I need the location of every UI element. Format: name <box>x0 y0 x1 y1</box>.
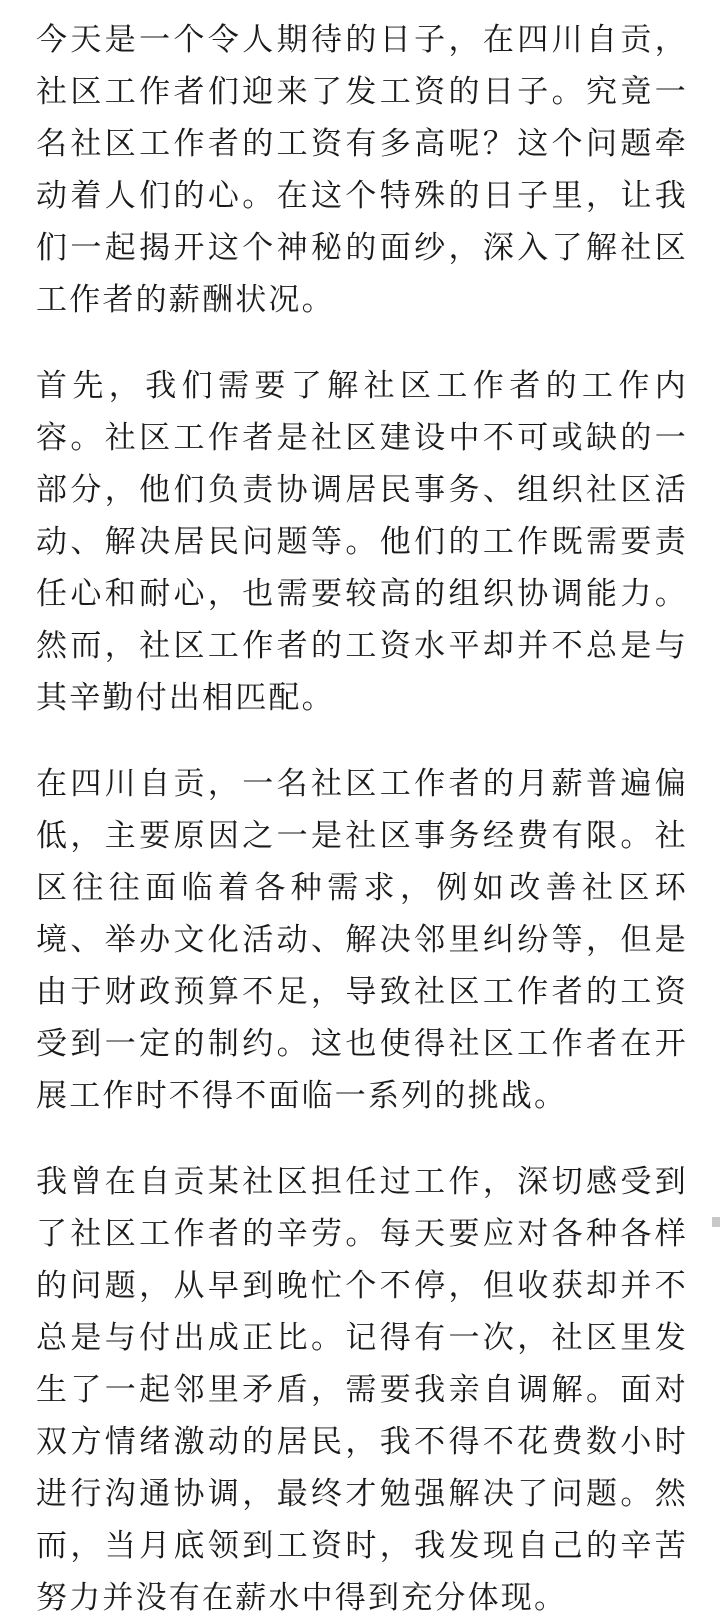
paragraph-2: 首先，我们需要了解社区工作者的工作内容。社区工作者是社区建设中不可或缺的一部分，他们负责协调居民事务、组织社区活动、解决居民问题等。他们的工作既需要责任心和耐心，也需要较高的组织协调能力。然而，社区工作者的工资水平却并不总是与其辛勤付出相匹配。 <box>36 368 688 716</box>
article-body <box>36 14 688 1624</box>
paragraph-1: 今天是一个令人期待的日子，在四川自贡，社区工作者们迎来了发工资的日子。究竟一名社区工作者的工资有多高呢？这个问题牵动着人们的心。在这个特殊的日子里，让我们一起揭开这个神秘的面纱，深入了解社区工作者的薪酬状况。 <box>36 22 688 318</box>
scroll-indicator[interactable] <box>712 1217 720 1227</box>
paragraph-4: 我曾在自贡某社区担任过工作，深切感受到了社区工作者的辛劳。每天要应对各种各样的问题，从早到晚忙个不停，但收获却并不总是与付出成正比。记得有一次，社区里发生了一起邻里矛盾，需要我亲自调解。面对双方情绪激动的居民，我不得不花费数小时进行沟通协调，最终才勉强解决了问题。然而，当月底领到工资时，我发现自己的辛苦努力并没有在薪水中得到充分体现。 <box>36 1164 688 1616</box>
paragraph-3: 在四川自贡，一名社区工作者的月薪普遍偏低，主要原因之一是社区事务经费有限。社区往往面临着各种需求，例如改善社区环境、举办文化活动、解决邻里纠纷等，但是由于财政预算不足，导致社区工作者的工资受到一定的制约。这也使得社区工作者在开展工作时不得不面临一系列的挑战。 <box>36 766 688 1114</box>
